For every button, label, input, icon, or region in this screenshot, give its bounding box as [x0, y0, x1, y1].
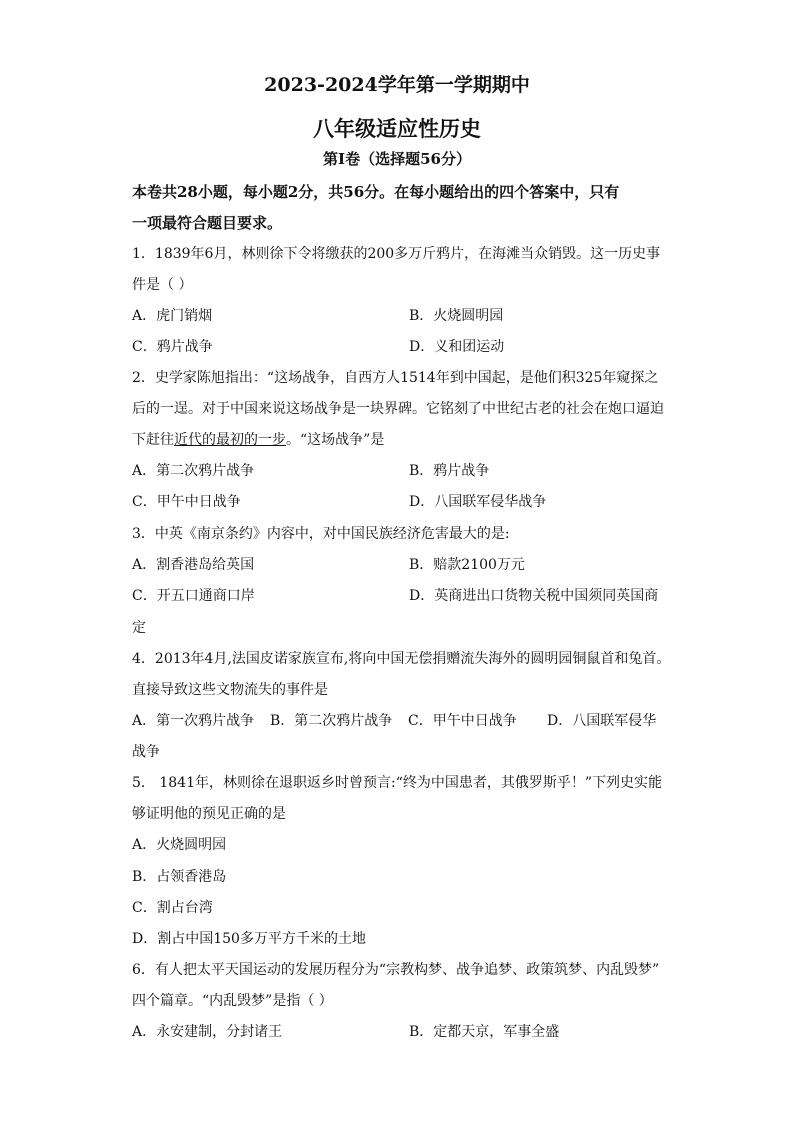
question-5-option-d: D．割占中国150多万平方千米的土地 [132, 931, 366, 947]
question-2-text-b: 。“这场战争”是 [286, 432, 385, 448]
question-3-stem: 3．中英《南京条约》内容中，对中国民族经济危害最大的是: [132, 526, 510, 542]
exam-subtitle: 八年级适应性历史 [313, 116, 481, 141]
question-2-underlined-text: 近代的最初的一步 [174, 432, 286, 448]
question-3-option-b: B．赔款2100万元 [409, 557, 525, 573]
question-1-option-c: C．鸦片战争 [132, 339, 213, 355]
exam-title: 2023-2024学年第一学期期中 [264, 74, 530, 96]
question-4-option-c: C．甲午中日战争 [408, 713, 517, 729]
question-4-option-d-cont: 战争 [132, 744, 160, 760]
question-4-stem: 4．2013年4月,法国皮诺家族宣布,将向中国无偿捐赠流失海外的圆明园铜鼠首和兔首。 [132, 651, 671, 667]
question-5-option-b: B．占领香港岛 [132, 869, 227, 885]
question-6-option-b: B．定都天京，军事全盛 [409, 1024, 560, 1040]
question-4-option-b: B．第二次鸦片战争 [270, 713, 393, 729]
question-1-option-a: A．虎门销烟 [132, 308, 213, 324]
question-5-option-c: C．割占台湾 [132, 900, 213, 916]
question-1-stem-cont: 件是（ ） [132, 277, 193, 293]
question-4-option-d: D．八国联军侵华 [547, 713, 657, 729]
question-2-option-a: A．第二次鸦片战争 [132, 463, 255, 479]
question-2-option-b: B．鸦片战争 [409, 463, 490, 479]
question-5-stem-cont: 够证明他的预见正确的是 [132, 806, 286, 822]
question-1-option-b: B．火烧圆明园 [409, 308, 504, 324]
instructions-line-2: 一项最符合题目要求。 [132, 214, 283, 232]
question-5-option-a: A．火烧圆明园 [132, 837, 227, 853]
question-5-stem: 5． 1841年，林则徐在退职返乡时曾预言:“终为中国患者，其俄罗斯乎！”下列史实能 [132, 775, 663, 791]
question-4-options-row [132, 711, 656, 731]
section-title: 第Ⅰ卷（选择题56分） [323, 150, 471, 168]
question-4-stem-cont: 直接导致这些文物流失的事件是 [132, 682, 328, 698]
question-1-stem: 1．1839年6月，林则徐下令将缴获的200多万斤鸦片，在海滩当众销毁。这一历史事 [132, 246, 661, 262]
question-6-stem-cont: 四个篇章。“内乱毁梦”是指（ ） [132, 993, 333, 1009]
question-2-stem-cont-2 [132, 430, 384, 450]
question-3-option-c: C．开五口通商口岸 [132, 588, 255, 604]
question-6-stem: 6．有人把太平天国运动的发展历程分为“宗教构梦、战争追梦、政策筑梦、内乱毁梦” [132, 962, 660, 978]
question-4-option-a: A．第一次鸦片战争 [132, 713, 255, 729]
instructions-line-1: 本卷共28小题，每小题2分，共56分。在每小题给出的四个答案中，只有 [132, 183, 620, 201]
question-6-option-a: A．永安建制，分封诸王 [132, 1024, 283, 1040]
question-3-option-d-cont: 定 [132, 620, 146, 636]
question-2-text-a: 下赶往 [132, 432, 174, 448]
question-2-option-d: D．八国联军侵华战争 [409, 494, 547, 510]
question-3-option-a: A．割香港岛给英国 [132, 557, 255, 573]
question-2-stem-cont: 后的一逞。对于中国来说这场战争是一块界碑。它铭刻了中世纪古老的社会在炮口逼迫 [132, 401, 664, 417]
question-3-option-d: D．英商进出口货物关税中国须同英国商 [409, 588, 659, 604]
question-1-option-d: D．义和团运动 [409, 339, 505, 355]
question-2-option-c: C．甲午中日战争 [132, 494, 241, 510]
question-2-stem: 2．史学家陈旭指出：“这场战争，自西方人1514年到中国起，是他们积325年窥探之 [132, 370, 659, 386]
